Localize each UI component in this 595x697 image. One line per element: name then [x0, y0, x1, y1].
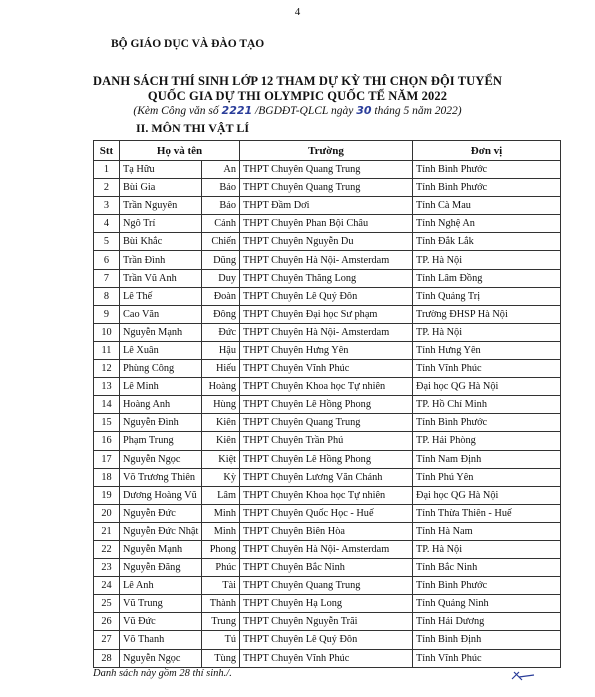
cell-school: THPT Chuyên Quang Trung: [240, 161, 413, 179]
cell-unit: Tỉnh Phú Yên: [413, 468, 561, 486]
cell-school: THPT Chuyên Quốc Học - Huế: [240, 504, 413, 522]
cell-school: THPT Chuyên Khoa học Tự nhiên: [240, 378, 413, 396]
cell-stt: 16: [94, 432, 120, 450]
cell-given-name: Kiệt: [202, 450, 240, 468]
table-row: [94, 341, 561, 359]
cell-family-name: Cao Văn: [120, 305, 202, 323]
cell-stt: 21: [94, 522, 120, 540]
subtitle-middle: /BGDĐT-QLCL ngày: [252, 105, 357, 117]
table-row: [94, 432, 561, 450]
cell-school: THPT Chuyên Quang Trung: [240, 179, 413, 197]
cell-unit: Tỉnh Hưng Yên: [413, 341, 561, 359]
cell-school: THPT Chuyên Khoa học Tự nhiên: [240, 486, 413, 504]
cell-given-name: Duy: [202, 269, 240, 287]
table-row: [94, 360, 561, 378]
cell-unit: Tỉnh Nam Định: [413, 450, 561, 468]
cell-unit: Tỉnh Vĩnh Phúc: [413, 360, 561, 378]
cell-given-name: Minh: [202, 522, 240, 540]
cell-family-name: Nguyễn Đình: [120, 414, 202, 432]
cell-unit: Tỉnh Hà Nam: [413, 522, 561, 540]
cell-stt: 8: [94, 287, 120, 305]
cell-stt: 19: [94, 486, 120, 504]
table-row: [94, 522, 561, 540]
cell-unit: Trường ĐHSP Hà Nội: [413, 305, 561, 323]
cell-family-name: Lê Anh: [120, 577, 202, 595]
cell-school: THPT Chuyên Phan Bội Châu: [240, 215, 413, 233]
cell-unit: Tỉnh Nghệ An: [413, 215, 561, 233]
cell-stt: 18: [94, 468, 120, 486]
ministry-name: BỘ GIÁO DỤC VÀ ĐÀO TẠO: [111, 38, 265, 50]
cell-family-name: Dương Hoàng Vũ: [120, 486, 202, 504]
cell-unit: Tỉnh Quảng Trị: [413, 287, 561, 305]
cell-unit: TP. Hà Nội: [413, 540, 561, 558]
cell-given-name: Hậu: [202, 341, 240, 359]
cell-given-name: Minh: [202, 504, 240, 522]
cell-school: THPT Chuyên Vĩnh Phúc: [240, 360, 413, 378]
cell-unit: Tỉnh Thừa Thiên - Huế: [413, 504, 561, 522]
cell-given-name: Hiếu: [202, 360, 240, 378]
cell-family-name: Võ Thanh: [120, 631, 202, 649]
cell-stt: 2: [94, 179, 120, 197]
cell-given-name: Lâm: [202, 486, 240, 504]
page-number: 4: [294, 6, 301, 18]
subtitle-prefix: (Kèm Công văn số: [133, 105, 222, 117]
cell-family-name: Tạ Hữu: [120, 161, 202, 179]
cell-given-name: Đoàn: [202, 287, 240, 305]
candidate-table: [93, 140, 561, 668]
footer-note: Danh sách này gồm 28 thí sinh./.: [93, 668, 232, 679]
cell-school: THPT Chuyên Hà Nội- Amsterdam: [240, 540, 413, 558]
cell-unit: TP. Hồ Chí Minh: [413, 396, 561, 414]
cell-given-name: Chiến: [202, 233, 240, 251]
cell-family-name: Trần Vũ Anh: [120, 269, 202, 287]
cell-unit: Tỉnh Bình Phước: [413, 414, 561, 432]
table-row: [94, 179, 561, 197]
cell-school: THPT Chuyên Lê Quý Đôn: [240, 631, 413, 649]
table-row: [94, 486, 561, 504]
cell-unit: Tỉnh Lâm Đồng: [413, 269, 561, 287]
cell-stt: 12: [94, 360, 120, 378]
cell-stt: 6: [94, 251, 120, 269]
section-heading: II. MÔN THI VẬT LÍ: [136, 121, 250, 135]
table-row: [94, 161, 561, 179]
table-row: [94, 540, 561, 558]
subtitle-suffix: tháng 5 năm 2022): [371, 105, 462, 117]
document-subtitle: [0, 104, 595, 117]
cell-stt: 27: [94, 631, 120, 649]
cell-given-name: Tú: [202, 631, 240, 649]
cell-given-name: Kiên: [202, 432, 240, 450]
cell-given-name: Kiên: [202, 414, 240, 432]
cell-stt: 1: [94, 161, 120, 179]
cell-school: THPT Chuyên Quang Trung: [240, 414, 413, 432]
cell-unit: TP. Hà Nội: [413, 251, 561, 269]
cell-unit: Tỉnh Bình Định: [413, 631, 561, 649]
cell-school: THPT Chuyên Hưng Yên: [240, 341, 413, 359]
cell-unit: TP. Hải Phòng: [413, 432, 561, 450]
table-row: [94, 559, 561, 577]
cell-family-name: Nguyễn Ngọc: [120, 450, 202, 468]
table-row: [94, 468, 561, 486]
cell-stt: 28: [94, 649, 120, 667]
table-row: [94, 269, 561, 287]
cell-given-name: Phong: [202, 540, 240, 558]
cell-stt: 5: [94, 233, 120, 251]
table-row: [94, 287, 561, 305]
cell-given-name: Tài: [202, 577, 240, 595]
cell-given-name: Phúc: [202, 559, 240, 577]
table-row: [94, 613, 561, 631]
cell-family-name: Nguyễn Ngọc: [120, 649, 202, 667]
cell-stt: 3: [94, 197, 120, 215]
table-row: [94, 197, 561, 215]
table-row: [94, 649, 561, 667]
cell-stt: 26: [94, 613, 120, 631]
cell-stt: 23: [94, 559, 120, 577]
cell-given-name: Đông: [202, 305, 240, 323]
cell-school: THPT Đầm Dơi: [240, 197, 413, 215]
cell-family-name: Trần Nguyên: [120, 197, 202, 215]
handwritten-doc-number: 2221: [221, 104, 253, 117]
cell-given-name: Hoàng: [202, 378, 240, 396]
cell-stt: 9: [94, 305, 120, 323]
cell-family-name: Lê Minh: [120, 378, 202, 396]
cell-family-name: Lê Xuân: [120, 341, 202, 359]
cell-unit: Tỉnh Vĩnh Phúc: [413, 649, 561, 667]
initial-signature-icon: [510, 668, 536, 682]
cell-stt: 4: [94, 215, 120, 233]
cell-family-name: Nguyễn Đức Nhật: [120, 522, 202, 540]
cell-family-name: Nguyễn Đăng: [120, 559, 202, 577]
cell-family-name: Phạm Trung: [120, 432, 202, 450]
table-row: [94, 595, 561, 613]
table-row: [94, 305, 561, 323]
cell-school: THPT Chuyên Trần Phú: [240, 432, 413, 450]
cell-given-name: Trung: [202, 613, 240, 631]
table-row: [94, 215, 561, 233]
cell-given-name: An: [202, 161, 240, 179]
cell-family-name: Vũ Đức: [120, 613, 202, 631]
cell-stt: 25: [94, 595, 120, 613]
cell-stt: 13: [94, 378, 120, 396]
cell-school: THPT Chuyên Lê Hồng Phong: [240, 450, 413, 468]
document-title-line-1: DANH SÁCH THÍ SINH LỚP 12 THAM DỰ KỲ THI CHỌN ĐỘI TUYỂN: [92, 74, 503, 88]
cell-stt: 10: [94, 323, 120, 341]
cell-school: THPT Chuyên Quang Trung: [240, 577, 413, 595]
table-row: [94, 414, 561, 432]
cell-unit: Tỉnh Quảng Ninh: [413, 595, 561, 613]
cell-given-name: Đức: [202, 323, 240, 341]
table-row: [94, 631, 561, 649]
table-row: [94, 323, 561, 341]
table-body: [94, 161, 561, 668]
cell-school: THPT Chuyên Hà Nội- Amsterdam: [240, 251, 413, 269]
cell-unit: Tỉnh Bình Phước: [413, 179, 561, 197]
cell-school: THPT Chuyên Nguyễn Du: [240, 233, 413, 251]
cell-stt: 11: [94, 341, 120, 359]
cell-unit: Đại học QG Hà Nội: [413, 486, 561, 504]
cell-unit: Tỉnh Bình Phước: [413, 577, 561, 595]
cell-stt: 20: [94, 504, 120, 522]
table-row: [94, 577, 561, 595]
cell-family-name: Nguyễn Mạnh: [120, 540, 202, 558]
cell-given-name: Bảo: [202, 197, 240, 215]
table-row: [94, 504, 561, 522]
cell-family-name: Bùi Gia: [120, 179, 202, 197]
cell-school: THPT Chuyên Hạ Long: [240, 595, 413, 613]
cell-family-name: Trần Đình: [120, 251, 202, 269]
table-header-row: [94, 141, 561, 161]
cell-unit: Tỉnh Đắk Lắk: [413, 233, 561, 251]
cell-unit: Tỉnh Hải Dương: [413, 613, 561, 631]
cell-stt: 22: [94, 540, 120, 558]
cell-given-name: Kỳ: [202, 468, 240, 486]
cell-family-name: Vũ Trung: [120, 595, 202, 613]
cell-given-name: Dũng: [202, 251, 240, 269]
handwritten-day: 30: [356, 104, 372, 117]
cell-school: THPT Chuyên Lương Văn Chánh: [240, 468, 413, 486]
cell-stt: 14: [94, 396, 120, 414]
cell-given-name: Thành: [202, 595, 240, 613]
header-unit: Đơn vị: [413, 141, 561, 161]
cell-family-name: Nguyễn Đức: [120, 504, 202, 522]
cell-family-name: Bùi Khắc: [120, 233, 202, 251]
cell-unit: TP. Hà Nội: [413, 323, 561, 341]
cell-unit: Tỉnh Cà Mau: [413, 197, 561, 215]
cell-school: THPT Chuyên Nguyễn Trãi: [240, 613, 413, 631]
header-school: Trường: [240, 141, 413, 161]
cell-school: THPT Chuyên Vĩnh Phúc: [240, 649, 413, 667]
table-row: [94, 251, 561, 269]
cell-stt: 17: [94, 450, 120, 468]
table-row: [94, 233, 561, 251]
cell-unit: Đại học QG Hà Nội: [413, 378, 561, 396]
cell-family-name: Võ Trương Thiên: [120, 468, 202, 486]
cell-stt: 24: [94, 577, 120, 595]
cell-given-name: Cảnh: [202, 215, 240, 233]
cell-stt: 15: [94, 414, 120, 432]
cell-family-name: Lê Thế: [120, 287, 202, 305]
cell-school: THPT Chuyên Biên Hòa: [240, 522, 413, 540]
cell-school: THPT Chuyên Thăng Long: [240, 269, 413, 287]
cell-given-name: Bảo: [202, 179, 240, 197]
cell-family-name: Nguyễn Mạnh: [120, 323, 202, 341]
cell-school: THPT Chuyên Lê Quý Đôn: [240, 287, 413, 305]
document-title-line-2: QUỐC GIA DỰ THI OLYMPIC QUỐC TẾ NĂM 2022: [147, 89, 448, 103]
header-name: Họ và tên: [120, 141, 240, 161]
cell-family-name: Phùng Công: [120, 360, 202, 378]
table-row: [94, 396, 561, 414]
cell-family-name: Hoàng Anh: [120, 396, 202, 414]
cell-given-name: Tùng: [202, 649, 240, 667]
cell-unit: Tỉnh Bắc Ninh: [413, 559, 561, 577]
header-stt: Stt: [94, 141, 120, 161]
cell-unit: Tỉnh Bình Phước: [413, 161, 561, 179]
cell-school: THPT Chuyên Bắc Ninh: [240, 559, 413, 577]
cell-school: THPT Chuyên Hà Nội- Amsterdam: [240, 323, 413, 341]
cell-family-name: Ngô Trí: [120, 215, 202, 233]
cell-school: THPT Chuyên Đại học Sư phạm: [240, 305, 413, 323]
cell-stt: 7: [94, 269, 120, 287]
cell-given-name: Hùng: [202, 396, 240, 414]
table-row: [94, 378, 561, 396]
cell-school: THPT Chuyên Lê Hồng Phong: [240, 396, 413, 414]
table-row: [94, 450, 561, 468]
